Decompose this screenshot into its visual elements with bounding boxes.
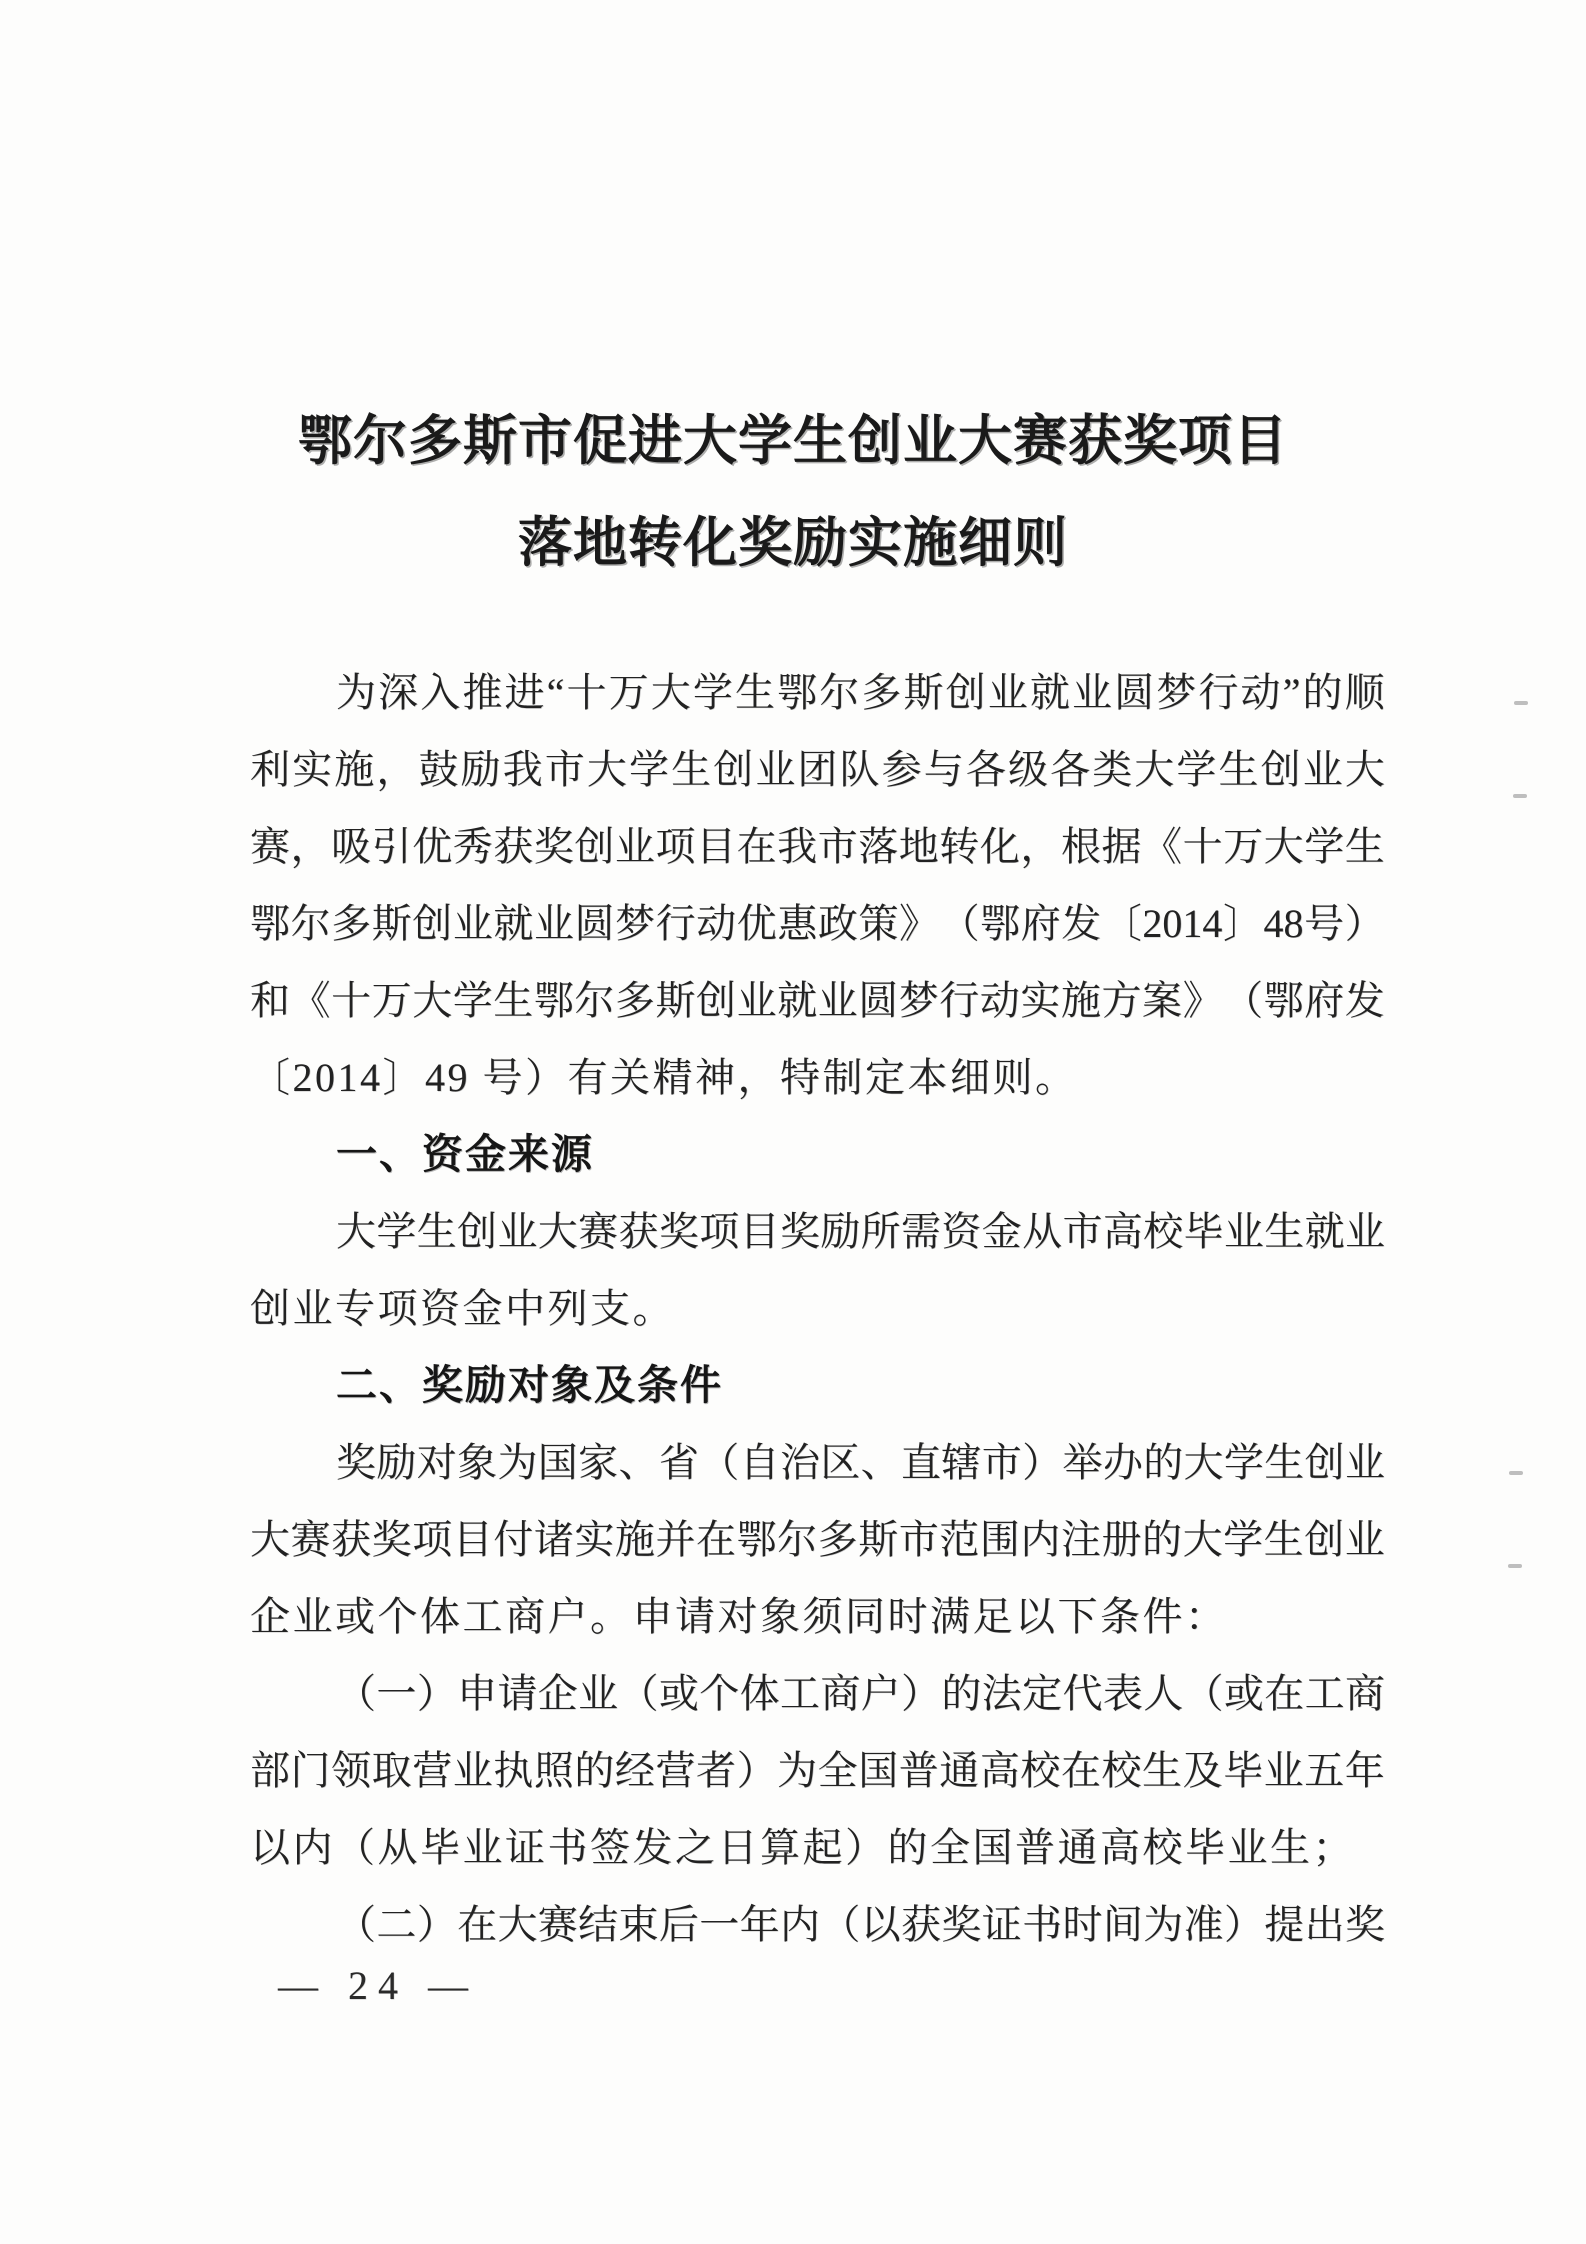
text-line: （ 二 ） 在 大 赛 结 束 后 一 年 内 （ 以 获 奖 证 书 时 间 为 准 ） 提 出 奖 (336, 1902, 1385, 1947)
text-line: 以内（从毕业证书签发之日算起）的全国普通高校毕业生； (250, 1825, 1355, 1870)
text-line: 赛 ， 吸 引 优 秀 获 奖 创 业 项 目 在 我 市 落 地 转 化 ， 根 据 《 十 万 大 学 生 (250, 824, 1385, 869)
text-line: （ 一 ） 申 请 企 业 （ 或 个 体 工 商 户 ） 的 法 定 代 表 人 （ 或 在 工 商 (336, 1671, 1385, 1716)
text-line: 一、资金来源 (336, 1131, 594, 1177)
page-number: — 24 — (278, 1963, 478, 2008)
text-line: 部 门 领 取 营 业 执 照 的 经 营 者 ） 为 全 国 普 通 高 校 在 校 生 及 毕 业 五 年 (250, 1748, 1385, 1793)
scan-artifact-dash (1509, 1471, 1523, 1475)
text-line: 企业或个体工商户。申请对象须同时满足以下条件： (250, 1594, 1228, 1639)
scan-artifact-dash (1508, 1564, 1522, 1568)
text-line: 二、奖励对象及条件 (336, 1362, 723, 1408)
text-line: 奖 励 对 象 为 国 家 、 省 （ 自 治 区 、 直 辖 市 ） 举 办 的 大 学 生 创 业 (336, 1440, 1385, 1485)
document-body (250, 654, 1385, 1963)
text-line: 鄂 尔 多 斯 创 业 就 业 圆 梦 行 动 优 惠 政 策 》 （ 鄂 府 发 〔 2014 〕 48 号 ） (250, 901, 1385, 946)
text-line: 〔2014〕49 号）有关精神，特制定本细则。 (250, 1055, 1078, 1100)
text-line: 大 学 生 创 业 大 赛 获 奖 项 目 奖 励 所 需 资 金 从 市 高 校 毕 业 生 就 业 (336, 1209, 1385, 1254)
document-title-line-2: 落地转化奖励实施细则 (518, 513, 1068, 573)
text-line: 大 赛 获 奖 项 目 付 诸 实 施 并 在 鄂 尔 多 斯 市 范 围 内 注 册 的 大 学 生 创 业 (250, 1517, 1385, 1562)
scan-artifact-dash (1514, 701, 1528, 705)
scan-artifact-dash (1513, 794, 1527, 798)
text-line: 和 《 十 万 大 学 生 鄂 尔 多 斯 创 业 就 业 圆 梦 行 动 实 施 方 案 》 （ 鄂 府 发 (250, 978, 1385, 1023)
text-line: 为 深 入 推 进 “ 十 万 大 学 生 鄂 尔 多 斯 创 业 就 业 圆 梦 行 动 ” 的 顺 (336, 670, 1385, 715)
text-line: 创业专项资金中列支。 (250, 1286, 675, 1331)
text-line: 利 实 施 ， 鼓 励 我 市 大 学 生 创 业 团 队 参 与 各 级 各 类 大 学 生 创 业 大 (250, 747, 1385, 792)
document-title-line-1: 鄂尔多斯市促进大学生创业大赛获奖项目 (298, 411, 1288, 471)
